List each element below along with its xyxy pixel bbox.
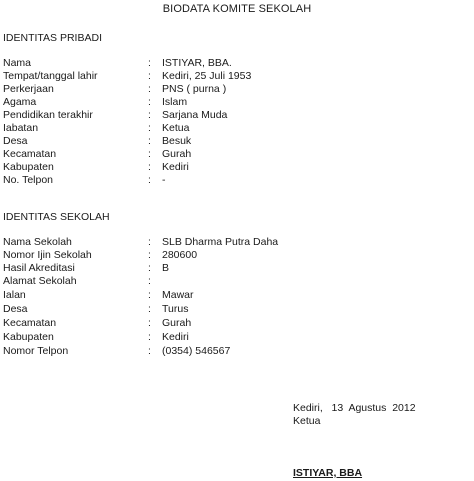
- field-value: Mawar: [162, 289, 194, 301]
- personal-row-kecamatan: [3, 149, 463, 162]
- field-label: Nama Sekolah: [3, 236, 72, 248]
- field-value: SLB Dharma Putra Daha: [162, 236, 279, 248]
- field-value: -: [162, 174, 166, 186]
- field-label: Nama: [3, 57, 32, 69]
- document-title: BIODATA KOMITE SEKOLAH: [162, 3, 312, 15]
- field-value: PNS ( purna ): [162, 83, 227, 95]
- school-row-kecamatan: [3, 318, 463, 331]
- field-colon: :: [148, 262, 151, 274]
- section-heading-personal: IDENTITAS PRIBADI: [3, 32, 102, 44]
- personal-row-kabupaten: [3, 162, 463, 175]
- school-row-telpon: [3, 346, 463, 359]
- field-label: Tempat/tanggal lahir: [3, 70, 98, 82]
- field-value: Islam: [162, 96, 188, 108]
- field-label: Kecamatan: [3, 317, 57, 329]
- field-label: Kabupaten: [3, 161, 54, 173]
- field-value: Turus: [162, 303, 189, 315]
- field-label: Kecamatan: [3, 148, 57, 160]
- field-colon: :: [148, 135, 151, 147]
- field-label: Hasil Akreditasi: [3, 262, 75, 274]
- field-colon: :: [148, 317, 151, 329]
- school-row-alamat: [3, 276, 463, 289]
- field-label: Pendidikan terakhir: [3, 109, 93, 121]
- school-row-kabupaten: [3, 332, 463, 345]
- field-colon: :: [148, 96, 151, 108]
- field-colon: :: [148, 236, 151, 248]
- field-label: Kabupaten: [3, 331, 54, 343]
- school-row-jalan: [3, 290, 463, 303]
- field-label: Desa: [3, 303, 28, 315]
- personal-row-pekerjaan: [3, 84, 463, 97]
- field-value: (0354) 546567: [162, 345, 231, 357]
- field-colon: :: [148, 70, 151, 82]
- field-value: B: [162, 262, 170, 274]
- field-value: Besuk: [162, 135, 192, 147]
- field-colon: :: [148, 122, 151, 134]
- field-colon: :: [148, 161, 151, 173]
- field-colon: :: [148, 331, 151, 343]
- field-colon: :: [148, 148, 151, 160]
- field-value: Kediri: [162, 331, 189, 343]
- field-label: Desa: [3, 135, 28, 147]
- field-colon: :: [148, 57, 151, 69]
- field-value: Ketua: [162, 122, 190, 134]
- personal-row-telpon: [3, 175, 463, 188]
- field-colon: :: [148, 174, 151, 186]
- field-value: Kediri: [162, 161, 189, 173]
- field-label: Alamat Sekolah: [3, 275, 77, 287]
- personal-row-jabatan: [3, 123, 463, 136]
- field-label: Nomor Ijin Sekolah: [3, 249, 92, 261]
- personal-row-desa: [3, 136, 463, 149]
- personal-row-pendidikan: [3, 110, 463, 123]
- field-colon: :: [148, 83, 151, 95]
- signature-role: Ketua: [293, 415, 321, 427]
- field-colon: :: [148, 109, 151, 121]
- field-value: ISTIYAR, BBA.: [162, 57, 232, 69]
- field-label: No. Telpon: [3, 174, 54, 186]
- field-colon: :: [148, 249, 151, 261]
- field-value: Gurah: [162, 148, 192, 160]
- signature-place-date: Kediri, 13 Agustus 2012: [293, 402, 416, 414]
- field-label: Perkerjaan: [3, 83, 54, 95]
- field-colon: :: [148, 303, 151, 315]
- field-colon: :: [148, 289, 151, 301]
- field-value: Kediri, 25 Juli 1953: [162, 70, 252, 82]
- field-colon: :: [148, 345, 151, 357]
- field-colon: :: [148, 275, 151, 287]
- field-label: Nomor Telpon: [3, 345, 69, 357]
- field-label: Agama: [3, 96, 37, 108]
- field-label: Iabatan: [3, 122, 39, 134]
- personal-row-ttl: [3, 71, 463, 84]
- field-value: 280600: [162, 249, 198, 261]
- field-value: Gurah: [162, 317, 192, 329]
- section-heading-school: IDENTITAS SEKOLAH: [3, 211, 110, 223]
- signature-name: ISTIYAR, BBA: [293, 467, 363, 479]
- field-value: Sarjana Muda: [162, 109, 228, 121]
- school-row-desa: [3, 304, 463, 317]
- field-label: Ialan: [3, 289, 26, 301]
